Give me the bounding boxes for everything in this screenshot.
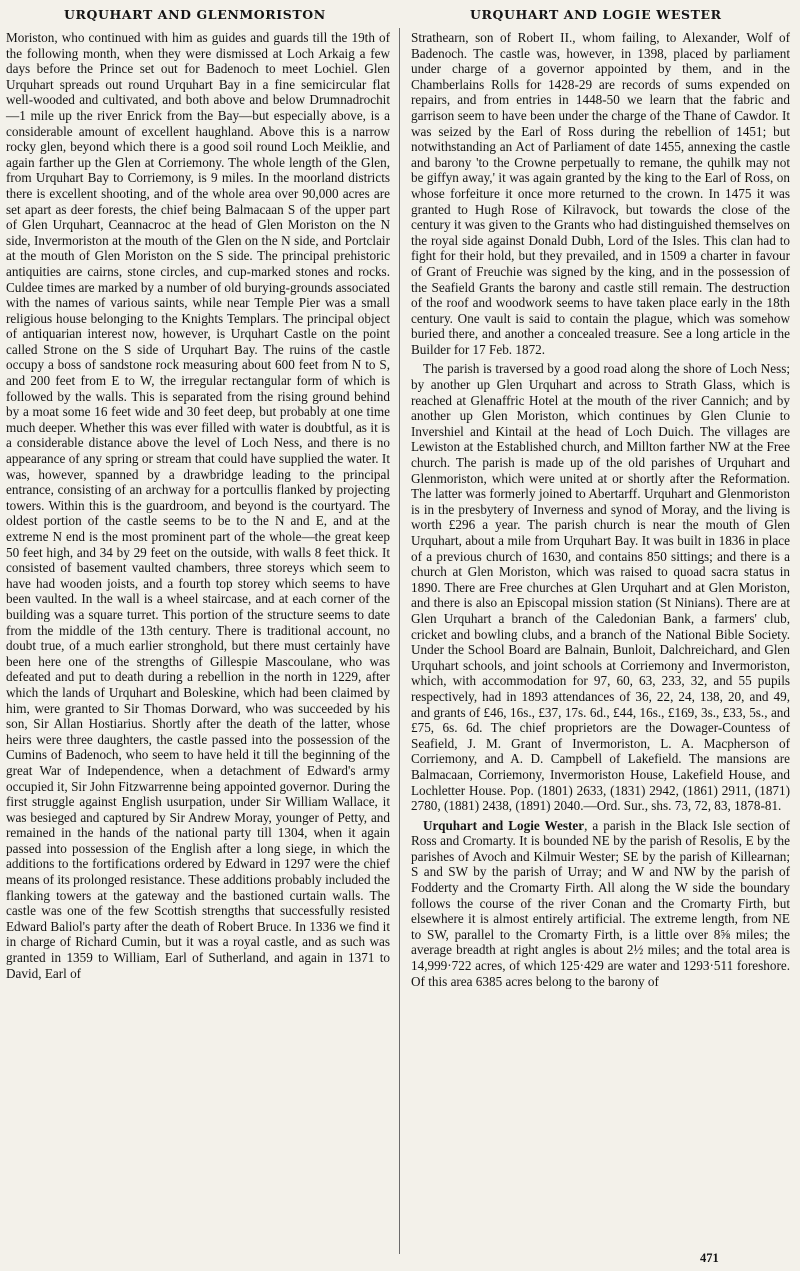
entry-heading: Urquhart and Logie Wester — [423, 817, 585, 833]
right-paragraph-parish: The parish is traversed by a good road along the shore of Loch Ness; by another up Glen Urquhart and across to Strath Glass, which is reached at Glenaffric Hotel at the mouth of the river Cannich; and by another up Glen Moriston, which continues by Glen Clunie to Invershiel and Kintail at the head of Loch Duich. The villages are Lewiston at the Established church, and Millton farther NW at the Free church. The parish is made up of the old parishes of Urquhart and Glenmoriston, which were united at or shortly after the Reformation. The latter was formerly joined to Abertarff. Urquhart and Glenmoriston is in the presbytery of Inverness and synod of Moray, and the living is worth £296 a year. The parish church is near the mouth of Glen Urquhart, about a mile from Urquhart Bay. It was built in 1836 in place of a previous church of 1630, and contains 850 sittings; and there is a church at Glen Moriston, which was raised to quoad sacra status in 1890. There are Free churches at Glen Urquhart and at Glen Moriston, and there is also an Episcopal mission station (St Ninians). There are at Glen Urquhart a branch of the Caledonian Bank, a farmers' club, cricket and bowling clubs, and a branch of the National Bible Society. Under the School Board are Balnain, Bunloit, Dalchreichard, and Glen Urquhart schools, and joint schools at Corriemony and Invermoriston, which, with accommodation for 97, 60, 63, 233, 32, and 55 pupils respectively, had in 1893 attendances of 36, 22, 24, 138, 20, and 49, and grants of £46, 16s., £37, 17s. 6d., £44, 16s., £169, 3s., £33, 5s., and £75, 6s. 6d. The chief proprietors are the Dowager-Countess of Seafield, J. M. Grant of Invermoriston, L. A. Macpherson of Corriemony, and A. D. Campbell of Lakefield. The mansions are Balmacaan, Corriemony, Invermoriston House, Lakefield House, and Lochletter House. Pop. (1801) 2633, (1831) 2942, (1861) 2911, (1871) 2780, (1881) 2438, (1891) 2040.—Ord. Sur., shs. 73, 72, 83, 1878-81. — [411, 361, 790, 814]
entry-text: , a parish in the Black Isle section of Ross and Cromarty. It is bounded NE by the parish of Resolis, E by the parishes of Avoch and Kilmuir Wester; SE by the parish of Killearnan; S and SW by the parish of Urray; and W and NW by the parish of Fodderty and the Cromarty Firth. All along the W side the boundary follows the course of the river Conan and the Cromarty Firth, but elsewhere it is almost entirely artificial. The extreme length, from NE to SW, parallel to the Cromarty Firth, is a little over 8⅝ miles; the average breadth at right angles is about 2½ miles; and the total area is 14,999·722 acres, of which 125·429 are water and 1293·511 foreshore. Of this area 6385 acres belong to the barony of — [411, 817, 791, 989]
right-paragraph-logie-wester — [411, 818, 790, 990]
header-left-title: URQUHART AND GLENMORISTON — [64, 7, 326, 22]
column-divider — [399, 28, 400, 1254]
left-paragraph: Moriston, who continued with him as guides and guards till the 19th of the following month, when they were dismissed at Loch Arkaig a few days before the Prince set out for Badenoch to meet Lochiel. Glen Urquhart spreads out round Urquhart Bay in a fine semicircular flat well-wooded and cultivated, and both above and below Drumnadrochit—1 mile up the river Enrick from the Bay—but especially above, is a considerable amount of excellent haughland. Above this is a narrow rocky glen, beyond which there is a good soil round Loch Meiklie, and again farther up the Glen at Corriemony. The whole length of the Glen, from Urquhart Bay to Corriemony, is 9 miles. In the moorland districts there is excellent shooting, and of the whole area over 90,000 acres are set apart as deer forests, the chief being Balmacaan S of the upper part of Glen Urquhart, Ceannacroc at the head of Glen Moriston on the N side, Invermoriston at the mouth of the Glen on the N side, and Portclair at the mouth of Glen Moriston on the S side. The principal prehistoric antiquities are cairns, stone circles, and cup-marked stones and rocks. Culdee times are marked by a number of old burying-grounds associated with the names of various saints, while near Temple Pier was a small religious house belonging to the Knights Templars. The principal object of antiquarian interest now, however, is Urquhart Castle on the point called Strone on the S side of Urquhart Bay. The ruins of the castle occupy a boss of sandstone rock measuring about 600 feet from N to S, and 200 feet from E to W, the irregular rectangular form of which is followed by the walls. This is separated from the rising ground behind by a moat some 16 feet wide and 30 feet deep, but probably at one time much deeper. Whether this was ever filled with water is doubtful, as it is a considerable distance above the level of Loch Ness, and there is no appearance of any spring or stream that could have supplied the water. It was, however, spanned by a drawbridge leading to the principal entrance, consisting of an archway for a portcullis flanked by projecting towers. Within this is the guardroom, and beyond is the courtyard. The oldest portion of the castle seems to be to the N and E, and at the extreme N end is the most prominent part of the whole—the great keep 50 feet high, and 34 by 29 feet on the outside, with walls 8 feet thick. It consisted of basement vaulted chambers, three storeys which seem to have had wooden joists, and a fourth top storey which seems to have been vaulted. In the wall is a wheel staircase, and at each corner of the building was a square turret. This portion of the structure seems to date from the middle of the 13th century. There is traditional account, no doubt true, of a much earlier stronghold, but there must certainly have been here one of the strengths of Gillespie Mascoulane, who was defeated and put to death during a rebellion in the north in 1229, after which the lands of Urquhart and Boleskine, which had been claimed by him, were granted to Sir Thomas Dorward, who was succeeded by his son, Sir Allan Hostiarius. Shortly after the death of the latter, whose heirs were three daughters, the castle passed into the possession of the Cumins of Badenoch, who seem to have held it till the beginning of the great War of Independence, when a detachment of Edward's army occupied it, Sir John Fitzwarrenne being appointed governor. During the first struggle against English usurpation, under Sir William Wallace, it was besieged and captured by Sir Andrew Moray, younger of Petty, and remained in the hands of the national party till 1304, when it again passed into possession of the English after a long siege, in which the additions to the fortifications ordered by Edward in 1297 were the chief means of its prolonged resistance. These additions probably included the flanking towers at the gateway and the bastioned curtain walls. The castle was one of the few Scottish strengths that successfully resisted Edward Baliol's party after the death of Robert Bruce. In 1336 we find it in charge of Richard Cumin, but it was a royal castle, and as such was granted in 1359 to William, Earl of Sutherland, and again in 1371 to David, Earl of — [6, 30, 390, 981]
page-number: 471 — [700, 1251, 719, 1265]
right-paragraph-castle: Strathearn, son of Robert II., whom failing, to Alexander, Wolf of Badenoch. The castle was, however, in 1398, placed by parliament under charge of a governor appointed by them, and in the Chamberlains Rolls for 1428-29 are records of sums expended on repairs, and from entries in 1448-50 we learn that the fabric and garrison seem to have been under the charge of the Thane of Cawdor. It was seized by the Earl of Ross during the rebellion of 1451; but notwithstanding an Act of Parliament of date 1455, annexing the castle and barony 'to the Crowne perpetually to remane, the quhilk may not be giffyn away,' it was again granted by the king to the Earl of Ross, on whose forfeiture it once more returned to the crown. In 1475 it was granted to Hugh Rose of Kilravock, but towards the close of the century it was given to the Grants who had distinguished themselves on the royal side against Donald Dubh, Lord of the Isles. This clan had to fight for their hold, but they prevailed, and in 1509 a charter in favour of Grant of Freuchie was signed by the king, and in the possession of the Seafield Grants the barony and castle still remain. The destruction of the roof and woodwork seems to have taken place early in the 18th century. One vault is said to contain the plague, which was somehow buried there, and another a concealed treasure. See a long article in the Builder for 17 Feb. 1872. — [411, 30, 790, 357]
header-right-title: URQUHART AND LOGIE WESTER — [470, 7, 722, 22]
right-column — [411, 30, 790, 989]
left-column — [6, 30, 390, 981]
running-header — [0, 4, 800, 26]
